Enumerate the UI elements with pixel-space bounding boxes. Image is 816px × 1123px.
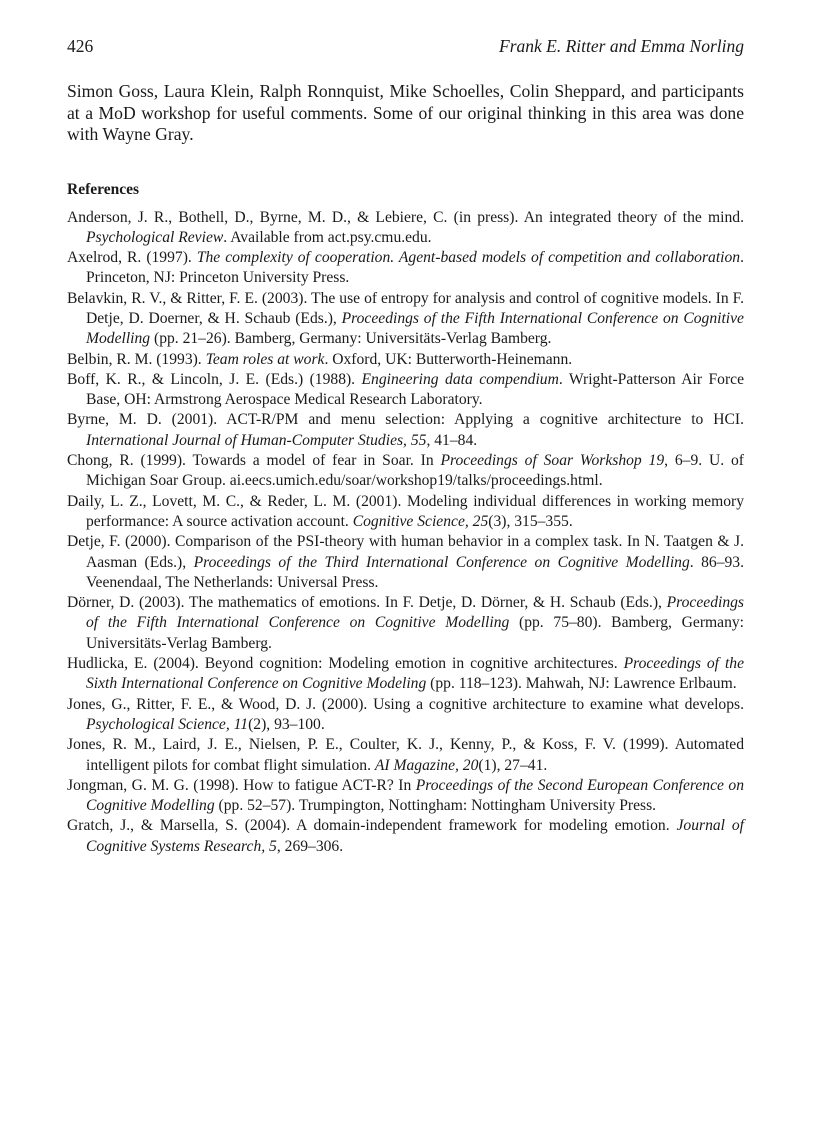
reference-text: Chong, R. (1999). Towards a model of fear in Soar. In <box>67 452 441 470</box>
reference-text: Hudlicka, E. (2004). Beyond cognition: Modeling emotion in cognitive architectures. <box>67 655 624 673</box>
reference-text: Gratch, J., & Marsella, S. (2004). A domain-independent framework for modeling emotion. <box>67 817 677 835</box>
reference-text: Jones, R. M., Laird, J. E., Nielsen, P. E., Coulter, K. J., Kenny, P., & Koss, F. V. (1999). Automated intelligent pilots for combat flight simulation. <box>67 736 744 774</box>
reference-italic-text: Cognitive Science, 25 <box>352 512 489 530</box>
reference-text: . Princeton, NJ: Princeton University Press. <box>86 249 745 287</box>
reference-italic-text: Proceedings of the Fifth International Conference on Cognitive Modelling <box>86 309 744 348</box>
reference-entry <box>67 289 744 350</box>
reference-text: Belavkin, R. V., & Ritter, F. E. (2003). The use of entropy for analysis and control of cognitive models. In F. Detje, D. Doerner, & H. Schaub (Eds.), <box>67 289 744 327</box>
reference-italic-text: Journal of Cognitive Systems Research, 5 <box>86 817 744 855</box>
reference-entry <box>67 593 744 654</box>
reference-entry <box>67 370 744 411</box>
references-list <box>67 208 744 858</box>
reference-text: (2), 93–100. <box>248 715 325 733</box>
reference-text: , 6–9. U. of Michigan Soar Group. ai.eecs.umich.edu/soar/workshop19/talks/proceedings.html. <box>86 452 744 490</box>
reference-text: (pp. 52–57). Trumpington, Nottingham: Nottingham University Press. <box>214 797 657 815</box>
reference-text: Detje, F. (2000). Comparison of the PSI-theory with human behavior in a complex task. In N. Taatgen & J. Aasman (Eds.), <box>67 533 744 571</box>
reference-entry <box>67 816 744 857</box>
reference-italic-text: Engineering data compendium <box>361 370 559 388</box>
reference-text: (pp. 118–123). Mahwah, NJ: Lawrence Erlbaum. <box>426 675 737 693</box>
reference-text: (3), 315–355. <box>488 512 573 530</box>
reference-entry <box>67 208 744 249</box>
reference-italic-text: Team roles at work <box>205 350 325 368</box>
reference-text: Jones, G., Ritter, F. E., & Wood, D. J. (2000). Using a cognitive architecture to examine what develops. <box>67 695 744 713</box>
page-number: 426 <box>67 36 94 56</box>
reference-text: . Wright-Patterson Air Force Base, OH: Armstrong Aerospace Medical Research Laboratory. <box>86 370 744 409</box>
reference-text: Anderson, J. R., Bothell, D., Byrne, M. D., & Lebiere, C. (in press). An integrated theory of the mind. <box>67 208 744 226</box>
reference-entry <box>67 451 744 492</box>
reference-entry <box>67 248 744 289</box>
acknowledgment-paragraph: Simon Goss, Laura Klein, Ralph Ronnquist, Mike Schoelles, Colin Sheppard, and participants at a MoD workshop for useful comments. Some of our original thinking in this area was done with Wayne Gray. <box>67 81 744 144</box>
reference-italic-text: Proceedings of the Second European Conference on Cognitive Modelling <box>86 776 744 815</box>
reference-italic-text: The complexity of cooperation. Agent-based models of competition and collaboration <box>196 249 741 267</box>
reference-italic-text: Psychological Science, 11 <box>86 715 249 733</box>
running-head: Frank E. Ritter and Emma Norling <box>499 36 744 56</box>
reference-text: , 269–306. <box>276 837 344 855</box>
reference-text: (pp. 75–80). Bamberg, Germany: Universitäts-Verlag Bamberg. <box>86 614 744 652</box>
reference-entry <box>67 350 744 370</box>
reference-text: Boff, K. R., & Lincoln, J. E. (Eds.) (1988). <box>67 370 362 388</box>
reference-entry <box>67 654 744 695</box>
reference-italic-text: Proceedings of the Fifth International Conference on Cognitive Modelling <box>86 594 744 632</box>
reference-text: . 86–93. Veenendaal, The Netherlands: Universal Press. <box>86 553 744 591</box>
reference-italic-text: International Journal of Human-Computer Studies, 55 <box>86 431 427 449</box>
references-heading: References <box>67 180 140 198</box>
reference-italic-text: Proceedings of Soar Workshop 19 <box>440 452 665 470</box>
reference-text: Axelrod, R. (1997). <box>67 249 197 267</box>
reference-entry <box>67 492 744 533</box>
reference-text: Byrne, M. D. (2001). ACT-R/PM and menu selection: Applying a cognitive architecture to HCI. <box>67 411 744 429</box>
page <box>67 36 744 857</box>
reference-italic-text: Psychological Review <box>86 228 224 246</box>
reference-text: , 41–84. <box>426 431 478 449</box>
reference-text: Daily, L. Z., Lovett, M. C., & Reder, L. M. (2001). Modeling individual differences in working memory performance: A source activation account. <box>67 492 744 530</box>
reference-entry <box>67 735 744 776</box>
reference-text: Dörner, D. (2003). The mathematics of emotions. In F. Detje, D. Dörner, & H. Schaub (Eds.), <box>67 594 667 612</box>
reference-text: (1), 27–41. <box>478 756 548 774</box>
reference-italic-text: Proceedings of the Third International Conference on Cognitive Modelling <box>193 553 690 571</box>
reference-text: (pp. 21–26). Bamberg, Germany: Universitäts-Verlag Bamberg. <box>150 330 552 348</box>
reference-text: Jongman, G. M. G. (1998). How to fatigue ACT-R? In <box>67 776 416 794</box>
reference-entry <box>67 410 744 451</box>
reference-italic-text: AI Magazine, 20 <box>374 756 479 774</box>
reference-entry <box>67 532 744 593</box>
reference-entry <box>67 695 744 736</box>
reference-text: . Available from act.psy.cmu.edu. <box>223 228 432 246</box>
reference-text: . Oxford, UK: Butterworth-Heinemann. <box>324 350 573 368</box>
reference-italic-text: Proceedings of the Sixth International Conference on Cognitive Modeling <box>86 655 744 693</box>
page-header <box>67 36 744 60</box>
reference-text: Belbin, R. M. (1993). <box>67 350 206 368</box>
reference-entry <box>67 776 744 817</box>
